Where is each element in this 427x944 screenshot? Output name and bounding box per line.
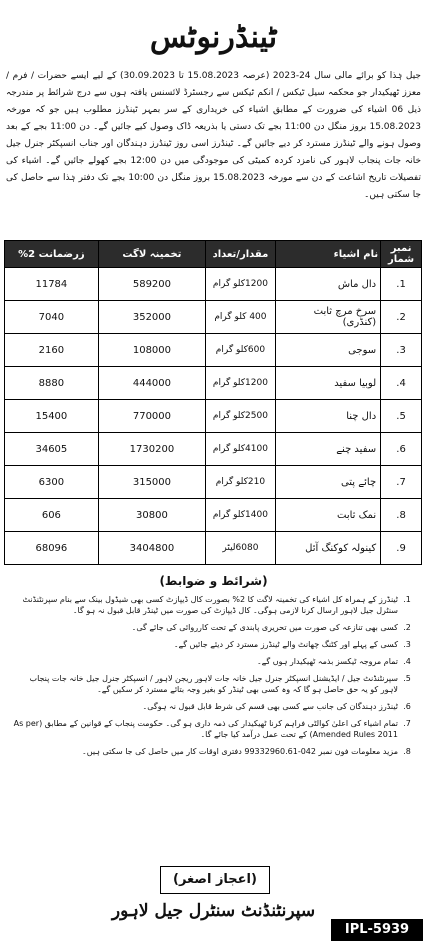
term-text: تمام مروجہ ٹیکسز بذمہ ٹھیکیدار ہوں گے۔ <box>256 657 398 666</box>
row-estimate: 352000 <box>98 301 205 334</box>
table-row <box>5 301 422 334</box>
row-item: چائے پتی <box>275 466 380 499</box>
col-estimate: تخمینہ لاگت <box>98 241 205 268</box>
row-estimate: 315000 <box>98 466 205 499</box>
row-deposit: 2160 <box>5 334 99 367</box>
table-row <box>5 268 422 301</box>
list-item <box>12 718 416 740</box>
col-quantity: مقدار/تعداد <box>206 241 276 268</box>
row-serial: 5. <box>381 400 422 433</box>
row-estimate: 3404800 <box>98 532 205 565</box>
row-item: دال ماش <box>275 268 380 301</box>
term-text: ٹینڈرز دہندگان کی جانب سے کسی بھی قسم کی شرط قابل قبول نہ ہوگی۔ <box>142 702 398 711</box>
items-table <box>4 240 422 565</box>
col-item: نام اشیاء <box>275 241 380 268</box>
row-serial: 3. <box>381 334 422 367</box>
col-deposit: زرضمانت 2% <box>5 241 99 268</box>
signatory-designation: سپرنٹنڈنٹ سنٹرل جیل لاہور <box>111 901 316 921</box>
signatory-name: (اعجاز اصغر) <box>160 866 270 894</box>
row-quantity: 6080لیٹر <box>206 532 276 565</box>
table-row <box>5 367 422 400</box>
row-quantity: 210کلو گرام <box>206 466 276 499</box>
table-row <box>5 400 422 433</box>
row-deposit: 606 <box>5 499 99 532</box>
row-item: سفید چنے <box>275 433 380 466</box>
row-estimate: 444000 <box>98 367 205 400</box>
row-deposit: 11784 <box>5 268 99 301</box>
term-text: مزید معلومات فون نمبر 042-99332960.61 دفتری اوقات کار میں حاصل کی جا سکتی ہیں۔ <box>82 747 398 756</box>
row-serial: 7. <box>381 466 422 499</box>
row-item: سرخ مرچ ثابت (کنڈری) <box>275 301 380 334</box>
notice-intro: جیل ہٰذا کو برائے مالی سال 24-2023 (عرصہ 15.08.2023 تا 30.09.2023) کے لیے ایسے حضرات / فرم / معزز ٹھیکیدار جو محکمہ سیل ٹیکس / انکم ٹیکس سے رجسٹرڈ لائسنس یافتہ ہوں سے درج شرائط پر مندرجہ ذیل 06 اشیاء کی ضرورت کے مطابق اشیاء کی خریداری کے سر بمہر ٹینڈرز مطلوب ہیں جو کہ مورخہ 15.08.2023 بروز منگل دن 11:00 بجے تک دستی یا بذریعہ ڈاک وصول کیے جائیں گے۔ دن 11:00 بجے کے بعد وصول ہونے والے ٹینڈرز مسترد کر دیے جائیں گے۔ ٹینڈرز اسی روز ٹینڈرز دہندگان اور جناب انسپکٹر جنرل جیل خانہ جات پنجاب لاہور کی نامزد کردہ کمیٹی کی موجودگی میں دن 12:00 بجے کھولے جائیں گے۔ اشیاء کی تفصیلات تاریخ اشاعت کے دن سے مورخہ 15.08.2023 بروز منگل دن 10:00 بجے تک دفتر ہٰذا سے حاصل کی جا سکتی ہیں۔ <box>6 71 422 200</box>
row-serial: 8. <box>381 499 422 532</box>
term-number: 8. <box>403 747 411 756</box>
table-header-row <box>5 241 422 268</box>
row-deposit: 15400 <box>5 400 99 433</box>
row-quantity: 2500کلو گرام <box>206 400 276 433</box>
row-quantity: 1400کلو گرام <box>206 499 276 532</box>
terms-heading: (شرائط و ضوابط) <box>159 574 268 588</box>
row-estimate: 1730200 <box>98 433 205 466</box>
list-item <box>12 622 416 633</box>
row-serial: 1. <box>381 268 422 301</box>
term-text: کسی کے پہلے اور کٹنگ چھانٹ والے ٹینڈرز مسترد کر دیئے جائیں گے۔ <box>173 640 398 649</box>
terms-list <box>12 594 416 763</box>
row-quantity: 600کلو گرام <box>206 334 276 367</box>
row-serial: 4. <box>381 367 422 400</box>
list-item <box>12 594 416 616</box>
table-row <box>5 499 422 532</box>
row-quantity: 1200کلو گرام <box>206 268 276 301</box>
term-text: تمام اشیاء کی اعلیٰ کوالٹی فراہم کرنا ٹھیکیدار کی ذمہ داری ہو گی۔ حکومت پنجاب کے قوانین کے مطابق (As per Amended Rules 2011) کے تحت عمل درآمد کیا جائے گا۔ <box>13 719 398 739</box>
list-item <box>12 673 416 695</box>
row-quantity: 4100کلو گرام <box>206 433 276 466</box>
row-deposit: 8880 <box>5 367 99 400</box>
term-text: کسی بھی تنازعہ کی صورت میں تحریری پابندی کے تحت کارروائی کی جائے گی۔ <box>131 623 398 632</box>
row-estimate: 30800 <box>98 499 205 532</box>
list-item <box>12 746 416 757</box>
list-item <box>12 639 416 650</box>
row-deposit: 6300 <box>5 466 99 499</box>
row-serial: 6. <box>381 433 422 466</box>
term-number: 5. <box>403 674 411 683</box>
row-deposit: 68096 <box>5 532 99 565</box>
list-item <box>12 656 416 667</box>
term-text: سپرنٹنڈنٹ جیل / ایڈیشنل انسپکٹر جنرل جیل خانہ جات لاہور ریجن لاہور / انسپکٹر جنرل جیل خانہ جات پنجاب لاہور کو یہ حق حاصل ہو گا کہ وہ کسی بھی ٹینڈر کو بغیر وجہ بتائے مسترد کر سکیں گے۔ <box>29 674 398 694</box>
row-item: لوبیا سفید <box>275 367 380 400</box>
row-serial: 9. <box>381 532 422 565</box>
row-deposit: 7040 <box>5 301 99 334</box>
term-number: 3. <box>403 640 411 649</box>
ad-code-badge: IPL-5939 <box>331 919 423 941</box>
notice-title: ٹینڈرنوٹس <box>149 20 278 55</box>
term-text: ٹینڈرز کے ہمراہ کل اشیاء کی تخمینہ لاگت کا 2% بصورت کال ڈیپازٹ کسی بھی شیڈول بینک سے بنام سپرنٹنڈنٹ سنٹرل جیل لاہور ارسال کرنا لازمی ہوگی۔ کال ڈیپازٹ کی صورت میں ٹینڈر قابل قبول نہ ہو گا۔ <box>22 595 398 615</box>
row-estimate: 589200 <box>98 268 205 301</box>
row-item: سوجی <box>275 334 380 367</box>
term-number: 4. <box>403 657 411 666</box>
table-row <box>5 466 422 499</box>
row-quantity: 400 کلو گرام <box>206 301 276 334</box>
term-number: 6. <box>403 702 411 711</box>
term-number: 7. <box>403 719 411 728</box>
term-number: 1. <box>403 595 411 604</box>
row-item: نمک ثابت <box>275 499 380 532</box>
row-serial: 2. <box>381 301 422 334</box>
row-estimate: 770000 <box>98 400 205 433</box>
row-quantity: 1200کلو گرام <box>206 367 276 400</box>
col-serial: نمبر شمار <box>381 241 422 268</box>
table-row <box>5 334 422 367</box>
list-item <box>12 701 416 712</box>
row-estimate: 108000 <box>98 334 205 367</box>
row-deposit: 34605 <box>5 433 99 466</box>
table-row <box>5 433 422 466</box>
row-item: کینولہ کوکنگ آئل <box>275 532 380 565</box>
term-number: 2. <box>403 623 411 632</box>
row-item: دال چنا <box>275 400 380 433</box>
table-row <box>5 532 422 565</box>
